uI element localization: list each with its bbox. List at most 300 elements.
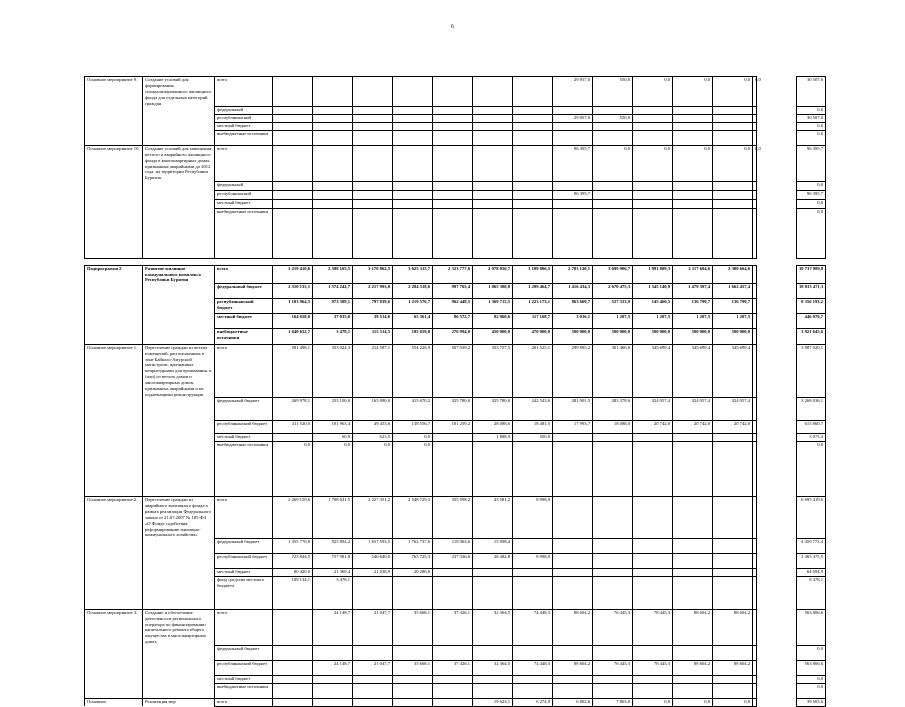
activity-cell	[85, 283, 143, 298]
table-row	[85, 434, 826, 442]
activity-cell	[85, 181, 143, 190]
value-cell	[273, 675, 313, 683]
value-cell: 105 659,0	[393, 328, 433, 344]
value-cell: 20 742,0	[633, 421, 673, 434]
activity-cell	[85, 434, 143, 442]
value-cell	[593, 683, 633, 698]
value-cell	[713, 576, 753, 609]
value-cell: 500 000,0	[633, 328, 673, 344]
value-cell: 3 699 906,7	[593, 265, 633, 283]
description-cell	[143, 568, 215, 576]
activity-cell	[85, 328, 143, 344]
value-cell	[273, 609, 313, 645]
description-cell	[143, 576, 215, 609]
value-cell: 450 000,0	[473, 328, 513, 344]
value-cell	[473, 683, 513, 698]
spacer-row	[85, 258, 826, 265]
value-cell	[473, 568, 513, 576]
value-cell	[273, 258, 313, 265]
value-cell	[393, 258, 433, 265]
spacer-cell	[757, 328, 797, 344]
table-row	[85, 77, 826, 107]
spacer-cell	[757, 442, 797, 497]
value-cell: 88 604,2	[553, 660, 593, 675]
value-cell	[513, 538, 553, 553]
value-cell	[713, 258, 753, 265]
value-cell: 550,0	[593, 77, 633, 107]
value-cell	[393, 208, 433, 258]
value-cell: 345 699,4	[673, 344, 713, 397]
value-cell: 269 978,1	[273, 398, 313, 421]
value-cell	[553, 442, 593, 497]
value-cell	[433, 698, 473, 706]
value-cell	[713, 181, 753, 190]
value-cell	[313, 698, 353, 706]
table-row	[85, 313, 826, 328]
value-cell: 21 038,9	[353, 568, 393, 576]
activity-cell: Основное мероприятие 9.	[85, 77, 143, 107]
value-cell: 8 998,0	[513, 497, 553, 539]
table-row	[85, 568, 826, 576]
value-cell: 311 520,0	[273, 421, 313, 434]
value-cell	[473, 208, 513, 258]
activity-cell	[85, 122, 143, 130]
value-cell	[473, 106, 513, 114]
activity-cell	[85, 199, 143, 208]
value-cell: 765 725,3	[393, 553, 433, 568]
funding-source-cell: всего	[215, 265, 273, 283]
value-cell	[673, 568, 713, 576]
value-cell	[313, 258, 353, 265]
value-cell: 65 361,4	[393, 313, 433, 328]
value-cell: 2 310 135,1	[273, 283, 313, 298]
value-cell	[633, 258, 673, 265]
value-cell	[433, 199, 473, 208]
total-cell: 0,0	[797, 181, 826, 190]
funding-source-cell: республиканский бюджет	[215, 660, 273, 675]
activity-cell	[85, 130, 143, 145]
value-cell	[273, 145, 313, 181]
value-cell	[673, 434, 713, 442]
value-cell: 76 445,3	[593, 609, 633, 645]
spacer-cell	[757, 199, 797, 208]
value-cell: 92 960,6	[473, 313, 513, 328]
description-cell: Создание и обеспечение деятельности регионального оператора по финансированию капитального ремонта общего имущества в многоквартирных домах	[143, 609, 215, 645]
value-cell: 723 844,5	[273, 553, 313, 568]
value-cell	[633, 106, 673, 114]
value-cell	[513, 645, 553, 660]
table-row	[85, 106, 826, 114]
value-cell	[593, 434, 633, 442]
value-cell	[273, 683, 313, 698]
value-cell	[553, 576, 593, 609]
value-cell: 1 762 737,6	[393, 538, 433, 553]
value-cell	[713, 190, 753, 199]
value-cell	[673, 258, 713, 265]
value-cell: 20 742,0	[673, 421, 713, 434]
value-cell: 35 668,1	[393, 660, 433, 675]
activity-cell	[85, 538, 143, 553]
value-cell	[713, 497, 753, 539]
value-cell	[673, 130, 713, 145]
value-cell: 118 963,6	[433, 538, 473, 553]
budget-table	[84, 76, 826, 707]
funding-source-cell: внебюджетные источники	[215, 208, 273, 258]
value-cell: 0,0	[273, 442, 313, 497]
value-cell: 0,0	[353, 442, 393, 497]
spacer-cell	[757, 181, 797, 190]
value-cell: 78 445,3	[633, 660, 673, 675]
value-cell: 2 269 159,6	[273, 497, 313, 539]
description-cell: Переселение граждан из аварийного жилищного фонда в рамках реализации Федерального закона от 21.07.2007 № 185-ФЗ «О Фонде содействия реформированию жилищно-коммунального хозяйства»	[143, 497, 215, 539]
value-cell: 6 274,9	[513, 698, 553, 706]
value-cell: 0,0	[753, 77, 757, 107]
value-cell	[433, 675, 473, 683]
funding-source-cell: всего	[215, 145, 273, 181]
value-cell: 74 448,3	[513, 609, 553, 645]
description-cell: Развитие жилищно-коммунального комплекса Республики Бурятия	[143, 265, 215, 283]
value-cell: 21 047,7	[353, 609, 393, 645]
value-cell	[713, 568, 753, 576]
spacer-cell	[757, 106, 797, 114]
value-cell	[673, 645, 713, 660]
value-cell	[353, 145, 393, 181]
total-cell: 6 695 419,6	[797, 497, 826, 539]
value-cell: 1 479 397,4	[673, 283, 713, 298]
value-cell	[673, 181, 713, 190]
value-cell: 353 757,5	[473, 344, 513, 397]
value-cell: 32 364,5	[473, 609, 513, 645]
value-cell: 1 207,5	[713, 313, 753, 328]
value-cell	[553, 568, 593, 576]
value-cell	[553, 122, 593, 130]
description-cell	[143, 313, 215, 328]
value-cell: 18 088,0	[593, 421, 633, 434]
value-cell: 0,0	[633, 698, 673, 706]
value-cell: 3 170 862,5	[353, 265, 393, 283]
activity-cell: Подпрограмма 2	[85, 265, 143, 283]
funding-source-cell: федеральный бюджет	[215, 645, 273, 660]
value-cell	[713, 553, 753, 568]
value-cell	[393, 698, 433, 706]
value-cell	[313, 122, 353, 130]
value-cell	[273, 190, 313, 199]
description-cell	[143, 190, 215, 199]
value-cell	[713, 106, 753, 114]
value-cell	[633, 434, 673, 442]
value-cell: 2 323 777,6	[433, 265, 473, 283]
value-cell: 353 024,3	[313, 344, 353, 397]
description-cell	[143, 258, 215, 265]
funding-source-cell: федеральный бюджет	[215, 538, 273, 553]
value-cell	[353, 675, 393, 683]
activity-cell	[85, 576, 143, 609]
value-cell	[313, 114, 353, 122]
value-cell	[273, 208, 313, 258]
total-cell: 615 860,7	[797, 421, 826, 434]
value-cell	[473, 114, 513, 122]
value-cell	[393, 576, 433, 609]
value-cell	[633, 675, 673, 683]
value-cell: 88 604,2	[553, 609, 593, 645]
value-cell	[673, 538, 713, 553]
value-cell: 214 587,1	[353, 344, 393, 397]
value-cell	[593, 130, 633, 145]
spacer-cell	[757, 265, 797, 283]
value-cell	[513, 576, 553, 609]
value-cell	[633, 497, 673, 539]
description-cell	[143, 106, 215, 114]
value-cell: 2 783 120,1	[553, 265, 593, 283]
total-cell: 0,0	[797, 130, 826, 145]
value-cell	[273, 645, 313, 660]
table-row	[85, 122, 826, 130]
value-cell	[353, 130, 393, 145]
value-cell: 109 134,1	[273, 576, 313, 609]
value-cell	[593, 181, 633, 190]
value-cell: 24 148,7	[313, 609, 353, 645]
value-cell: 1 708 631,5	[313, 497, 353, 539]
value-cell: 1 888,9	[473, 434, 513, 442]
value-cell: 96 395,7	[553, 145, 593, 181]
value-cell	[273, 77, 313, 107]
table-row	[85, 609, 826, 645]
value-cell: 527 323,9	[593, 298, 633, 313]
value-cell	[593, 208, 633, 258]
funding-source-cell: местный бюджет	[215, 199, 273, 208]
value-cell	[553, 208, 593, 258]
spacer-cell	[757, 122, 797, 130]
value-cell	[353, 190, 393, 199]
description-cell: Создание условий для формирования специализированного жилищного фонда для отдельных категорий граждан	[143, 77, 215, 107]
activity-cell	[85, 660, 143, 675]
value-cell	[433, 442, 473, 497]
value-cell: 500 000,0	[673, 328, 713, 344]
funding-source-cell: республиканский	[215, 114, 273, 122]
value-cell: 283 378,6	[593, 398, 633, 421]
value-cell	[313, 645, 353, 660]
value-cell	[633, 199, 673, 208]
table-row	[85, 576, 826, 609]
spacer-cell	[757, 434, 797, 442]
value-cell	[513, 122, 553, 130]
funding-source-cell: федеральный	[215, 181, 273, 190]
value-cell	[313, 683, 353, 698]
table-row	[85, 538, 826, 553]
funding-source-cell	[215, 258, 273, 265]
total-cell: 0,0	[797, 122, 826, 130]
value-cell: 1 640 652,7	[273, 328, 313, 344]
value-cell: 86 572,7	[433, 313, 473, 328]
value-cell	[433, 645, 473, 660]
value-cell: 20 742,0	[713, 421, 753, 434]
funding-source-cell: федеральный бюджет	[215, 398, 273, 421]
activity-cell	[85, 106, 143, 114]
total-cell: 96 395,7	[797, 190, 826, 199]
value-cell: 3 478,1	[313, 576, 353, 609]
value-cell: 28 482,8	[473, 553, 513, 568]
total-cell: 30 507,0	[797, 77, 826, 107]
value-cell: 507 039,2	[433, 344, 473, 397]
value-cell	[593, 106, 633, 114]
value-cell	[473, 145, 513, 181]
value-cell: 37 035,6	[313, 313, 353, 328]
value-cell: 2 284 518,6	[393, 283, 433, 298]
total-cell: 0,0	[797, 645, 826, 660]
value-cell: 0,0	[393, 442, 433, 497]
value-cell	[433, 568, 473, 576]
activity-cell	[85, 683, 143, 698]
value-cell: 37 426,1	[433, 660, 473, 675]
value-cell	[473, 77, 513, 107]
description-cell	[143, 645, 215, 660]
value-cell: 1 065 380,8	[473, 283, 513, 298]
value-cell	[593, 576, 633, 609]
total-cell: 0,0	[797, 675, 826, 683]
spacer-cell	[757, 190, 797, 199]
value-cell: 1 207,5	[673, 313, 713, 328]
table-row	[85, 344, 826, 397]
value-cell	[513, 181, 553, 190]
total-cell: 4 459 773,4	[797, 538, 826, 553]
value-cell: 500,0	[513, 434, 553, 442]
value-cell: 237 336,6	[433, 553, 473, 568]
total-cell: 8 356 193,2	[797, 298, 826, 313]
value-cell: 1 574 242,7	[313, 283, 353, 298]
value-cell: 0,0	[673, 698, 713, 706]
value-cell: 925 892,2	[313, 538, 353, 553]
value-cell	[313, 106, 353, 114]
value-cell: 0,0	[673, 145, 713, 181]
value-cell: 88 604,2	[673, 660, 713, 675]
total-cell: 3 887 020,1	[797, 344, 826, 397]
funding-source-cell: федеральный бюджет	[215, 283, 273, 298]
value-cell	[433, 683, 473, 698]
description-cell	[143, 434, 215, 442]
value-cell: 1 103 964,5	[273, 298, 313, 313]
value-cell: 115 514,5	[353, 328, 393, 344]
value-cell	[473, 181, 513, 190]
description-cell	[143, 538, 215, 553]
value-cell: 345 699,4	[713, 344, 753, 397]
value-cell	[273, 122, 313, 130]
value-cell: 623,5	[353, 434, 393, 442]
value-cell: 324 957,4	[713, 398, 753, 421]
funding-source-cell: местный бюджет	[215, 434, 273, 442]
value-cell	[393, 645, 433, 660]
value-cell	[633, 645, 673, 660]
value-cell: 324 957,4	[673, 398, 713, 421]
value-cell: 29 957,0	[553, 77, 593, 107]
value-cell	[433, 77, 473, 107]
table-row	[85, 181, 826, 190]
value-cell	[313, 181, 353, 190]
description-cell	[143, 553, 215, 568]
activity-cell	[85, 313, 143, 328]
spacer-cell	[757, 130, 797, 145]
value-cell: 74 448,3	[513, 660, 553, 675]
funding-source-cell: всего	[215, 77, 273, 107]
table-row	[85, 130, 826, 145]
value-cell	[513, 442, 553, 497]
value-cell: 797 839,6	[353, 298, 393, 313]
description-cell	[143, 199, 215, 208]
value-cell	[553, 181, 593, 190]
funding-source-cell: всего	[215, 609, 273, 645]
value-cell	[633, 114, 673, 122]
description-cell	[143, 660, 215, 675]
value-cell: 470 000,0	[513, 328, 553, 344]
table-row	[85, 265, 826, 283]
value-cell: 2 978 056,7	[473, 265, 513, 283]
spacer-cell	[757, 398, 797, 421]
value-cell	[593, 442, 633, 497]
funding-source-cell: внебюджетные источники	[215, 442, 273, 497]
value-cell: 1 345 140,9	[633, 283, 673, 298]
value-cell: 3 016,1	[553, 313, 593, 328]
activity-cell	[85, 258, 143, 265]
value-cell: 0,0	[593, 145, 633, 181]
value-cell: 3 219 410,6	[273, 265, 313, 283]
description-cell: Создание условий для замещения ветхого и аварийного жилищного фонда в многоквартирных домах, признанных аварийными до 2012 года, на территории Республики Бурятия	[143, 145, 215, 181]
value-cell: 117 168,7	[513, 313, 553, 328]
value-cell: 29 957,0	[553, 114, 593, 122]
value-cell	[313, 190, 353, 199]
value-cell	[713, 683, 753, 698]
table-row	[85, 660, 826, 675]
value-cell: 1 219 576,7	[393, 298, 433, 313]
value-cell: 7 803,0	[593, 698, 633, 706]
spacer-cell	[757, 77, 797, 107]
funding-source-cell: фонд средства местного бюджета	[215, 576, 273, 609]
value-cell	[553, 675, 593, 683]
table-row	[85, 645, 826, 660]
spacer-cell	[757, 675, 797, 683]
value-cell	[673, 106, 713, 114]
value-cell: 299 895,2	[553, 344, 593, 397]
description-cell	[143, 114, 215, 122]
table-row	[85, 698, 826, 706]
value-cell	[313, 145, 353, 181]
value-cell	[513, 114, 553, 122]
funding-source-cell: местный бюджет	[215, 122, 273, 130]
value-cell	[553, 199, 593, 208]
value-cell: 78 445,3	[633, 609, 673, 645]
value-cell	[393, 683, 433, 698]
table-row	[85, 208, 826, 258]
total-cell: 8 478,1	[797, 576, 826, 609]
value-cell	[393, 122, 433, 130]
value-cell	[433, 258, 473, 265]
total-cell: 18 013 471,3	[797, 283, 826, 298]
total-cell: 0,0	[797, 442, 826, 497]
value-cell: 415 670,2	[393, 398, 433, 421]
description-cell	[143, 298, 215, 313]
funding-source-cell: всего	[215, 344, 273, 397]
funding-source-cell: республиканский бюджет	[215, 298, 273, 313]
value-cell	[313, 675, 353, 683]
value-cell	[553, 258, 593, 265]
spacer-cell	[757, 258, 797, 265]
value-cell: 546 640,0	[353, 553, 393, 568]
value-cell: 19 623,1	[473, 698, 513, 706]
value-cell	[553, 538, 593, 553]
value-cell: 301 466,6	[593, 344, 633, 397]
table-row	[85, 145, 826, 181]
total-cell: 3 268 036,1	[797, 398, 826, 421]
value-cell: 997 765,4	[433, 283, 473, 298]
value-cell	[273, 106, 313, 114]
